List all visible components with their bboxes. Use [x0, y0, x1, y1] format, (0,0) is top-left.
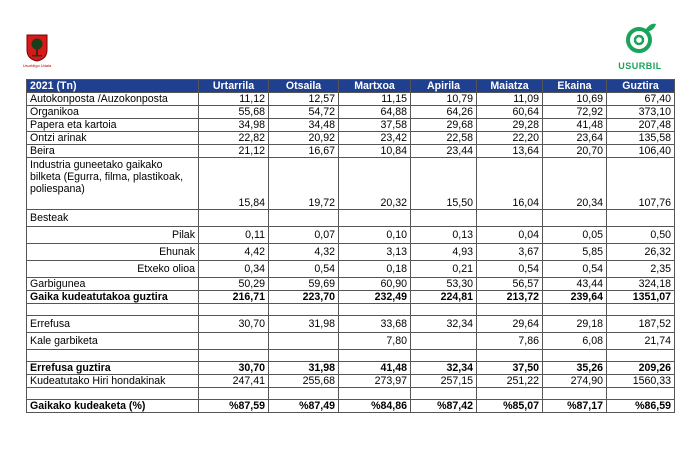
cell: 23,44: [411, 145, 477, 158]
cell: 209,26: [607, 362, 675, 375]
cell: 4,93: [411, 244, 477, 261]
row-label: Besteak: [27, 210, 199, 227]
cell: [477, 210, 543, 227]
cell: [269, 304, 339, 316]
cell: [477, 304, 543, 316]
municipality-logo: [22, 34, 52, 68]
cell: 29,64: [477, 316, 543, 333]
cell: [411, 333, 477, 350]
leaf-ring-icon: [623, 22, 657, 54]
cell: 20,32: [339, 158, 411, 210]
cell: 1560,33: [607, 375, 675, 388]
total-row: [27, 362, 675, 375]
cell: 0,21: [411, 261, 477, 278]
table-row: [27, 278, 675, 291]
municipality-caption: Usurbilgo Udala: [22, 63, 52, 68]
cell: 11,15: [339, 93, 411, 106]
percentage-row: [27, 400, 675, 413]
cell: [269, 350, 339, 362]
cell: 16,67: [269, 145, 339, 158]
cell: 239,64: [543, 291, 607, 304]
spacer-row: [27, 350, 675, 362]
cell: %86,59: [607, 400, 675, 413]
cell: [543, 304, 607, 316]
cell: 37,58: [339, 119, 411, 132]
table-row: [27, 132, 675, 145]
cell: 29,28: [477, 119, 543, 132]
cell: 224,81: [411, 291, 477, 304]
row-label: Pilak: [27, 227, 199, 244]
cell: 20,70: [543, 145, 607, 158]
usurbil-logo: [614, 22, 666, 71]
cell: %85,07: [477, 400, 543, 413]
cell: [199, 210, 269, 227]
cell: 56,57: [477, 278, 543, 291]
cell: 0,54: [543, 261, 607, 278]
table-row: [27, 227, 675, 244]
cell: 373,10: [607, 106, 675, 119]
cell: 20,92: [269, 132, 339, 145]
header-row: [27, 80, 675, 93]
cell: %87,59: [199, 400, 269, 413]
cell: 67,40: [607, 93, 675, 106]
cell: 21,74: [607, 333, 675, 350]
cell: [269, 333, 339, 350]
cell: 37,50: [477, 362, 543, 375]
cell: 29,68: [411, 119, 477, 132]
row-label: Garbigunea: [27, 278, 199, 291]
cell: 72,92: [543, 106, 607, 119]
row-label: Papera eta kartoia: [27, 119, 199, 132]
cell: [411, 350, 477, 362]
cell: 29,18: [543, 316, 607, 333]
cell: [269, 210, 339, 227]
cell: 216,71: [199, 291, 269, 304]
cell: %87,17: [543, 400, 607, 413]
cell: [607, 388, 675, 400]
cell: 0,54: [269, 261, 339, 278]
cell: 10,69: [543, 93, 607, 106]
row-label: Gaika kudeatutakoa guztira: [27, 291, 199, 304]
row-label: Autokonposta /Auzokonposta: [27, 93, 199, 106]
cell: 22,58: [411, 132, 477, 145]
cell: 20,34: [543, 158, 607, 210]
row-label: Industria guneetako gaikako bilketa (Egurra, filma, plastikoak, poliespana): [27, 158, 199, 210]
cell: 0,05: [543, 227, 607, 244]
row-label: Errefusa: [27, 316, 199, 333]
cell: [607, 304, 675, 316]
cell: 135,58: [607, 132, 675, 145]
cell: 60,64: [477, 106, 543, 119]
cell: 41,48: [543, 119, 607, 132]
cell: 21,12: [199, 145, 269, 158]
cell: 31,98: [269, 316, 339, 333]
header-month: Ekaina: [543, 80, 607, 93]
header-month: Otsaila: [269, 80, 339, 93]
row-label: Organikoa: [27, 106, 199, 119]
header-month: Apirila: [411, 80, 477, 93]
coat-of-arms-icon: [26, 34, 48, 62]
cell: 4,42: [199, 244, 269, 261]
cell: 7,86: [477, 333, 543, 350]
cell: 0,10: [339, 227, 411, 244]
cell: [411, 210, 477, 227]
cell: [27, 350, 199, 362]
cell: 0,04: [477, 227, 543, 244]
cell: [607, 210, 675, 227]
cell: 59,69: [269, 278, 339, 291]
cell: [607, 350, 675, 362]
cell: 12,57: [269, 93, 339, 106]
cell: 4,32: [269, 244, 339, 261]
cell: 22,82: [199, 132, 269, 145]
cell: 10,79: [411, 93, 477, 106]
cell: 16,04: [477, 158, 543, 210]
header-total: Guztira: [607, 80, 675, 93]
table-row: [27, 158, 675, 210]
table-row: [27, 316, 675, 333]
cell: 106,40: [607, 145, 675, 158]
total-row: [27, 291, 675, 304]
cell: [477, 388, 543, 400]
cell: 53,30: [411, 278, 477, 291]
cell: 223,70: [269, 291, 339, 304]
cell: 31,98: [269, 362, 339, 375]
cell: 0,13: [411, 227, 477, 244]
cell: 0,34: [199, 261, 269, 278]
cell: 50,29: [199, 278, 269, 291]
cell: 32,34: [411, 362, 477, 375]
usurbil-caption: USURBIL: [618, 61, 662, 71]
cell: [199, 350, 269, 362]
cell: [269, 388, 339, 400]
cell: 26,32: [607, 244, 675, 261]
table-row: [27, 261, 675, 278]
cell: [339, 210, 411, 227]
header-month: Maiatza: [477, 80, 543, 93]
cell: 213,72: [477, 291, 543, 304]
cell: 107,76: [607, 158, 675, 210]
cell: [27, 304, 199, 316]
table-row: [27, 145, 675, 158]
cell: 0,07: [269, 227, 339, 244]
table-row: [27, 333, 675, 350]
table-row: [27, 210, 675, 227]
cell: 19,72: [269, 158, 339, 210]
cell: 41,48: [339, 362, 411, 375]
cell: [543, 388, 607, 400]
cell: 30,70: [199, 316, 269, 333]
cell: 34,98: [199, 119, 269, 132]
cell: 15,84: [199, 158, 269, 210]
header-year: 2021 (Tn): [27, 80, 199, 93]
cell: 23,42: [339, 132, 411, 145]
header-month: Urtarrila: [199, 80, 269, 93]
row-label: Ehunak: [27, 244, 199, 261]
cell: 274,90: [543, 375, 607, 388]
cell: 22,20: [477, 132, 543, 145]
table-row: [27, 244, 675, 261]
row-label: Errefusa guztira: [27, 362, 199, 375]
waste-statistics-table: [26, 79, 675, 413]
cell: 7,80: [339, 333, 411, 350]
cell: 3,67: [477, 244, 543, 261]
cell: [339, 388, 411, 400]
cell: 5,85: [543, 244, 607, 261]
cell: 10,84: [339, 145, 411, 158]
cell: 187,52: [607, 316, 675, 333]
row-label: Ontzi arinak: [27, 132, 199, 145]
cell: 324,18: [607, 278, 675, 291]
cell: 0,18: [339, 261, 411, 278]
cell: [199, 333, 269, 350]
table-row: [27, 119, 675, 132]
cell: 0,11: [199, 227, 269, 244]
cell: 13,64: [477, 145, 543, 158]
cell: 30,70: [199, 362, 269, 375]
cell: 11,12: [199, 93, 269, 106]
header-month: Martxoa: [339, 80, 411, 93]
cell: 23,64: [543, 132, 607, 145]
cell: [543, 210, 607, 227]
cell: 32,34: [411, 316, 477, 333]
cell: 11,09: [477, 93, 543, 106]
cell: 2,35: [607, 261, 675, 278]
cell: 64,88: [339, 106, 411, 119]
cell: [339, 350, 411, 362]
cell: [339, 304, 411, 316]
cell: [477, 350, 543, 362]
row-label: Beira: [27, 145, 199, 158]
cell: 273,97: [339, 375, 411, 388]
cell: 251,22: [477, 375, 543, 388]
cell: 15,50: [411, 158, 477, 210]
cell: 0,50: [607, 227, 675, 244]
cell: 35,26: [543, 362, 607, 375]
cell: 232,49: [339, 291, 411, 304]
cell: %87,42: [411, 400, 477, 413]
cell: 60,90: [339, 278, 411, 291]
cell: [543, 350, 607, 362]
cell: [411, 388, 477, 400]
cell: 3,13: [339, 244, 411, 261]
cell: %84,86: [339, 400, 411, 413]
cell: [199, 304, 269, 316]
table-row: [27, 93, 675, 106]
cell: 55,68: [199, 106, 269, 119]
cell: 247,41: [199, 375, 269, 388]
row-label: Kale garbiketa: [27, 333, 199, 350]
cell: 255,68: [269, 375, 339, 388]
cell: 1351,07: [607, 291, 675, 304]
row-label: Kudeatutako Hiri hondakinak: [27, 375, 199, 388]
row-label: Etxeko olioa: [27, 261, 199, 278]
cell: 43,44: [543, 278, 607, 291]
cell: 34,48: [269, 119, 339, 132]
cell: %87,49: [269, 400, 339, 413]
cell: 33,68: [339, 316, 411, 333]
cell: 207,48: [607, 119, 675, 132]
spacer-row: [27, 388, 675, 400]
cell: 6,08: [543, 333, 607, 350]
cell: 64,26: [411, 106, 477, 119]
cell: 54,72: [269, 106, 339, 119]
table-row: [27, 375, 675, 388]
cell: [199, 388, 269, 400]
cell: [411, 304, 477, 316]
cell: 0,54: [477, 261, 543, 278]
row-label: Gaikako kudeaketa (%): [27, 400, 199, 413]
cell: [27, 388, 199, 400]
cell: 257,15: [411, 375, 477, 388]
spacer-row: [27, 304, 675, 316]
table-row: [27, 106, 675, 119]
